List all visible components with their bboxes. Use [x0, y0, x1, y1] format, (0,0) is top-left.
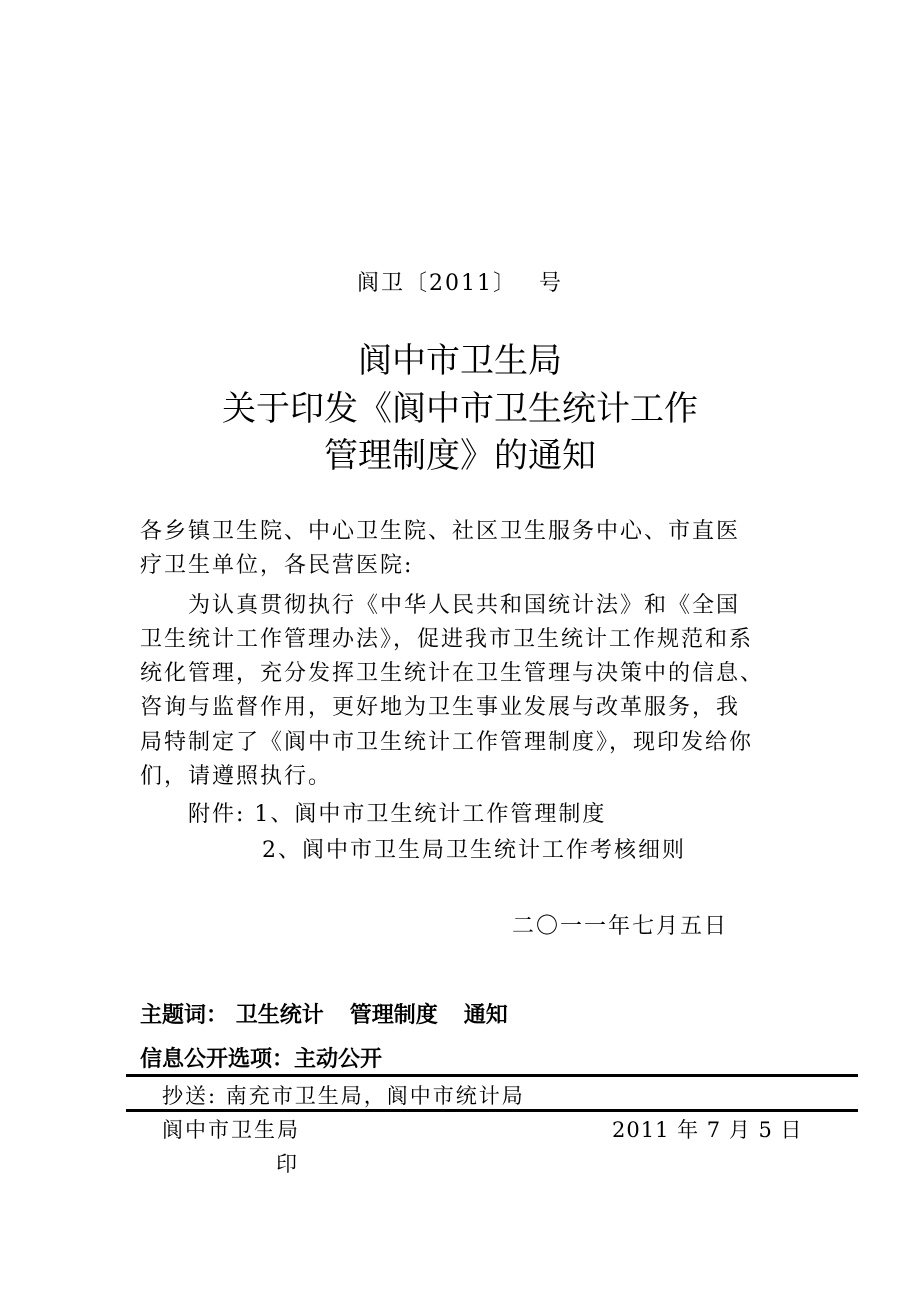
footer-print-date: 2011 年 7 月 5 日	[612, 1118, 803, 1142]
attachment-item-1: 1、阆中市卫生统计工作管理制度	[254, 802, 607, 827]
title-line-3: 管理制度》的通知	[324, 436, 596, 476]
body-line: 统化管理，充分发挥卫生统计在卫生管理与决策中的信息、	[140, 661, 765, 686]
subject-term: 通知	[463, 1003, 508, 1028]
cc-line: 抄送: 南充市卫生局，阆中市统计局	[162, 1084, 525, 1108]
disclosure-option: 信息公开选项：主动公开	[140, 1047, 383, 1072]
subject-terms	[140, 998, 534, 1029]
body-line: 卫生统计工作管理办法》，促进我市卫生统计工作规范和系	[140, 627, 754, 652]
document-number: 阆卫〔2011〕 号	[357, 271, 563, 296]
divider-bottom	[126, 1109, 858, 1112]
body-line: 咨询与监督作用，更好地为卫生事业发展与改革服务，我	[140, 695, 741, 720]
attachment-1	[188, 797, 606, 828]
body-line: 们，请遵照执行。	[140, 764, 333, 789]
addressee-line-2: 疗卫生单位，各民营医院:	[140, 553, 414, 578]
issue-date: 二〇一一年七月五日	[512, 914, 729, 939]
attachment-label: 附件:	[188, 802, 255, 827]
subject-label: 主题词：	[140, 1003, 229, 1028]
footer-print-label: 印	[276, 1152, 297, 1176]
subject-term: 卫生统计	[235, 1003, 324, 1028]
body-line: 局特制定了《阆中市卫生统计工作管理制度》，现印发给你	[140, 730, 754, 755]
subject-term: 管理制度	[349, 1003, 438, 1028]
body-line: 为认真贯彻执行《中华人民共和国统计法》和《全国	[188, 593, 741, 618]
addressee-line-1: 各乡镇卫生院、中心卫生院、社区卫生服务中心、市直医	[140, 519, 741, 544]
divider-top	[126, 1074, 858, 1077]
title-line-1: 阆中市卫生局	[358, 341, 562, 381]
footer-issuer: 阆中市卫生局	[162, 1118, 300, 1142]
attachment-item-2: 2、阆中市卫生局卫生统计工作考核细则	[262, 838, 686, 863]
title-line-2: 关于印发《阆中市卫生统计工作	[222, 389, 698, 429]
